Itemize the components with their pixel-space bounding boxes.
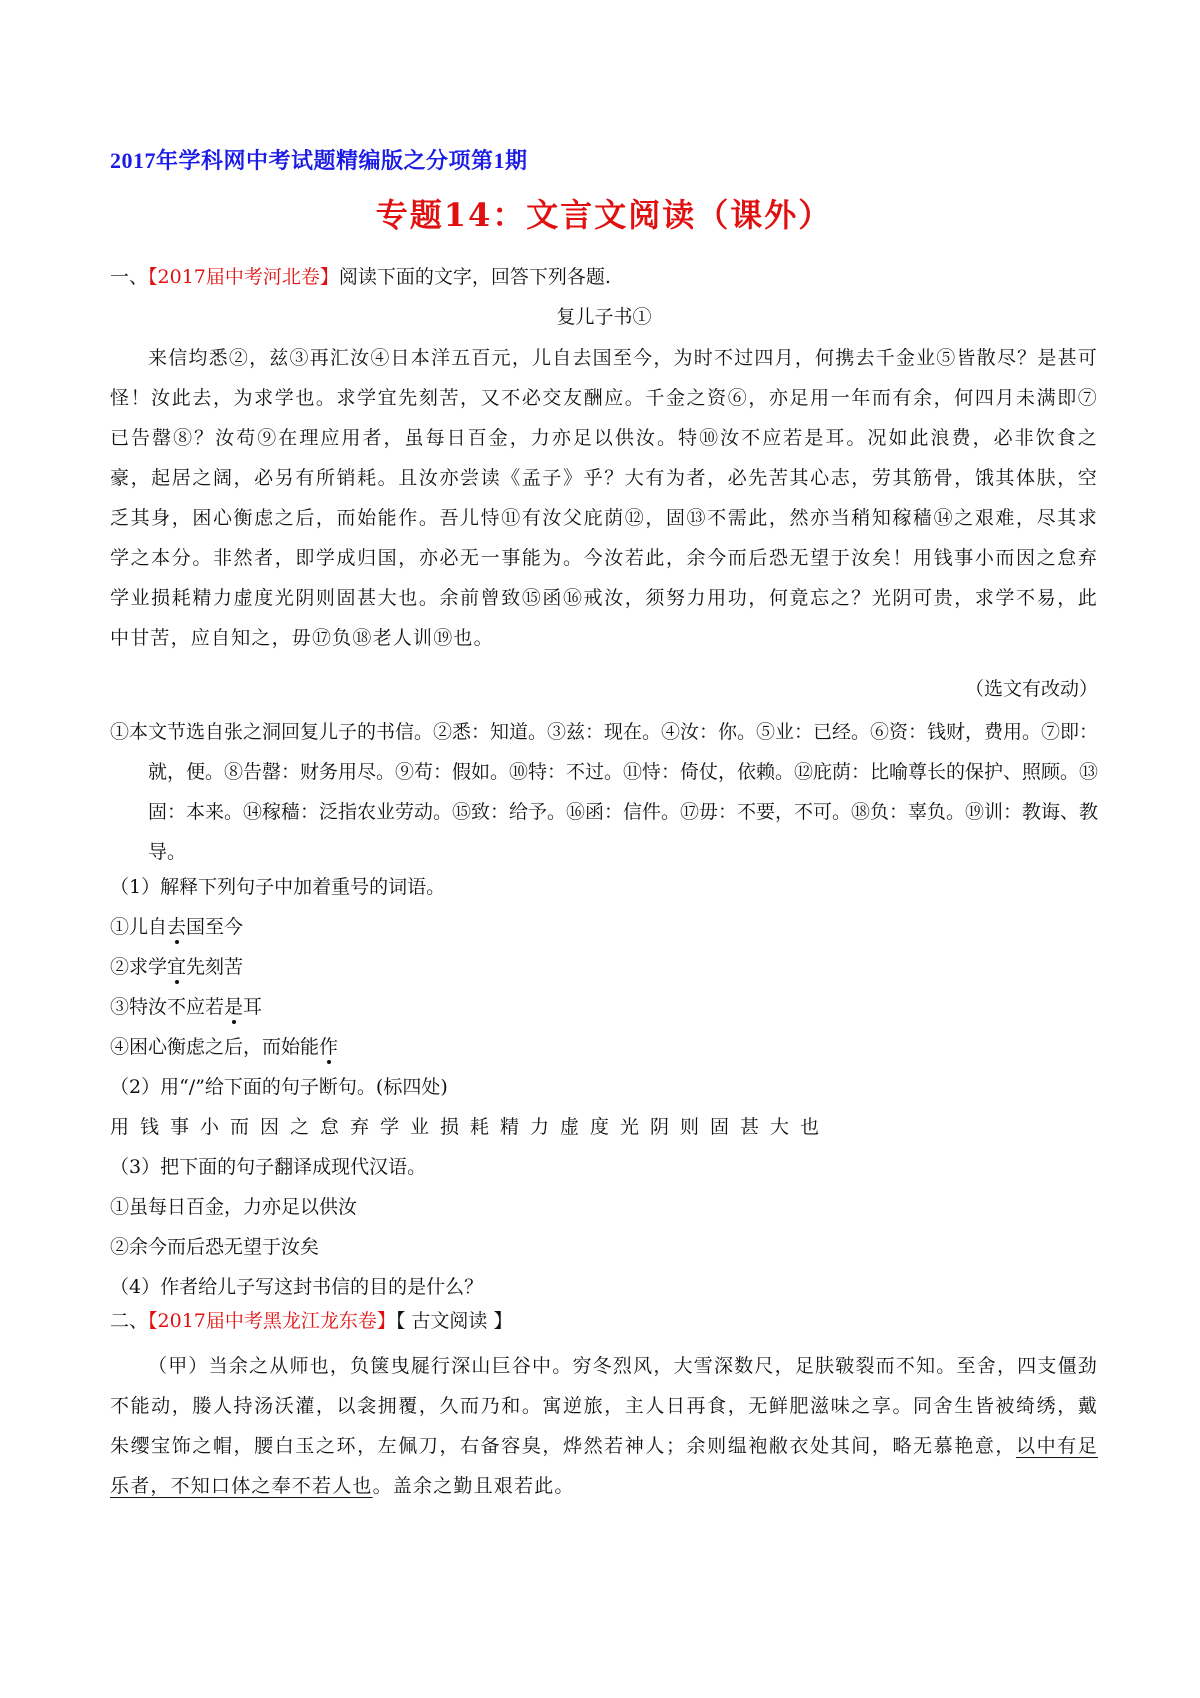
passage-source-note: （选文有改动） [964,678,1098,700]
translate-sentence-b: ②余今而后恐无望于汝矣 [110,1236,320,1258]
sentence-1b [110,952,1098,979]
emphasis-word: 宜 [167,956,187,978]
question-number: 二、 [110,1310,149,1332]
sentence-text: ②求学 [110,956,168,978]
sub-question-2: （2）用“/”给下面的句子断句。(标四处) [110,1076,448,1098]
sentence-text: 耳 [243,996,263,1018]
emphasis-word: 是 [224,996,244,1018]
sentence-1c [110,992,1098,1019]
emphasis-word: 作 [319,1036,339,1058]
passage-title: 复儿子书① [556,306,652,328]
question-source: 【2017届中考黑龙江龙东卷】 [148,1310,396,1332]
emphasis-word: 去 [167,916,187,938]
sentence-1d [110,1032,1098,1059]
sub-question-4: （4）作者给儿子写这封书信的目的是什么？ [110,1276,484,1298]
sentence-text: ③特汝不应若 [110,996,225,1018]
sub-question-3: （3）把下面的句子翻译成现代汉语。 [110,1156,427,1178]
question-2-heading [110,1306,1098,1333]
question-instruction: 阅读下面的文字，回答下列各题. [338,266,611,288]
series-header: 2017年学科网中考试题精编版之分项第1期 [110,148,528,173]
sentence-text: 先刻苦 [186,956,244,978]
passage-2-part: （甲）当余之从师也，负箧曳屣行深山巨谷中。穷冬烈风，大雪深数尺，足肤皲裂而不知。至舍，四支僵劲不能动，媵人持汤沃灌，以衾拥覆，久而乃和。寓逆旅，主人日再食，无鲜肥滋味之享。同舍生皆被绮绣，戴朱缨宝饰之帽，腰白玉之环，左佩刀，右备容臭，烨然若神人；余则缊袍敝衣处其间，略无慕艳意， [110,1355,1098,1457]
question-source: 【2017届中考河北卷】 [148,266,339,288]
punctuation-sentence: 用钱事小而因之怠弃学业损耗精力虚度光阴则固甚大也 [110,1116,831,1138]
question-number: 一、 [110,266,149,288]
sentence-text: ④困心衡虑之后，而始能 [110,1036,320,1058]
sub-question-1: （1）解释下列句子中加着重号的词语。 [110,876,446,898]
sentence-text: ①儿自 [110,916,168,938]
annotations: ①本文节选自张之洞回复儿子的书信。②悉：知道。③兹：现在。④汝：你。⑤业：已经。⑥资：钱财，费用。⑦即：就，便。⑧告罄：财务用尽。⑨苟：假如。⑩特：不过。⑪恃：倚仗，依赖。⑫庇荫：比喻尊长的保护、照顾。⑬固：本来。⑭稼穑：泛指农业劳动。⑮致：给予。⑯函：信件。⑰毋：不要，不可。⑱负：辜负。⑲训：教诲、教导。 [110,721,1099,863]
passage-2-part: 。盖余之勤且艰若此。 [372,1475,575,1497]
question-instruction: 【 古文阅读 】 [395,1310,513,1332]
underlined-sentence: 以中有足乐者，不知口体之奉不若人也 [110,1435,1098,1497]
sentence-text: 国至今 [186,916,244,938]
sentence-1a [110,912,1098,939]
translate-sentence-a: ①虽每日百金，力亦足以供汝 [110,1196,358,1218]
page-title: 专题14：文言文阅读（课外） [375,196,833,234]
passage-text: 来信均悉②，兹③再汇汝④日本洋五百元，儿自去国至今，为时不过四月，何携去千金业⑤皆散尽？是甚可怪！汝此去，为求学也。求学宜先刻苦，又不必交友酬应。千金之资⑥，亦足用一年而有余，何四月未满即⑦已告罄⑧？汝苟⑨在理应用者，虽每日百金，力亦足以供汝。特⑩汝不应若是耳。况如此浪费，必非饮食之豪，起居之阔，必另有所销耗。且汝亦尝读《孟子》乎？大有为者，必先苦其心志，劳其筋骨，饿其体肤，空乏其身，困心衡虑之后，而始能作。吾儿恃⑪有汝父庇荫⑫，固⑬不需此，然亦当稍知稼穑⑭之艰难，尽其求学之本分。非然者，即学成归国，亦必无一事能为。今汝若此，余今而后恐无望于汝矣！用钱事小而因之怠弃学业损耗精力虚度光阴则固甚大也。余前曾致⑮函⑯戒汝，须努力用功，何竟忘之？光阴可贵，求学不易，此中甘苦，应自知之，毋⑰负⑱老人训⑲也。 [110,347,1098,649]
question-1-heading [110,262,1098,289]
passage-2-text [110,1346,1098,1506]
